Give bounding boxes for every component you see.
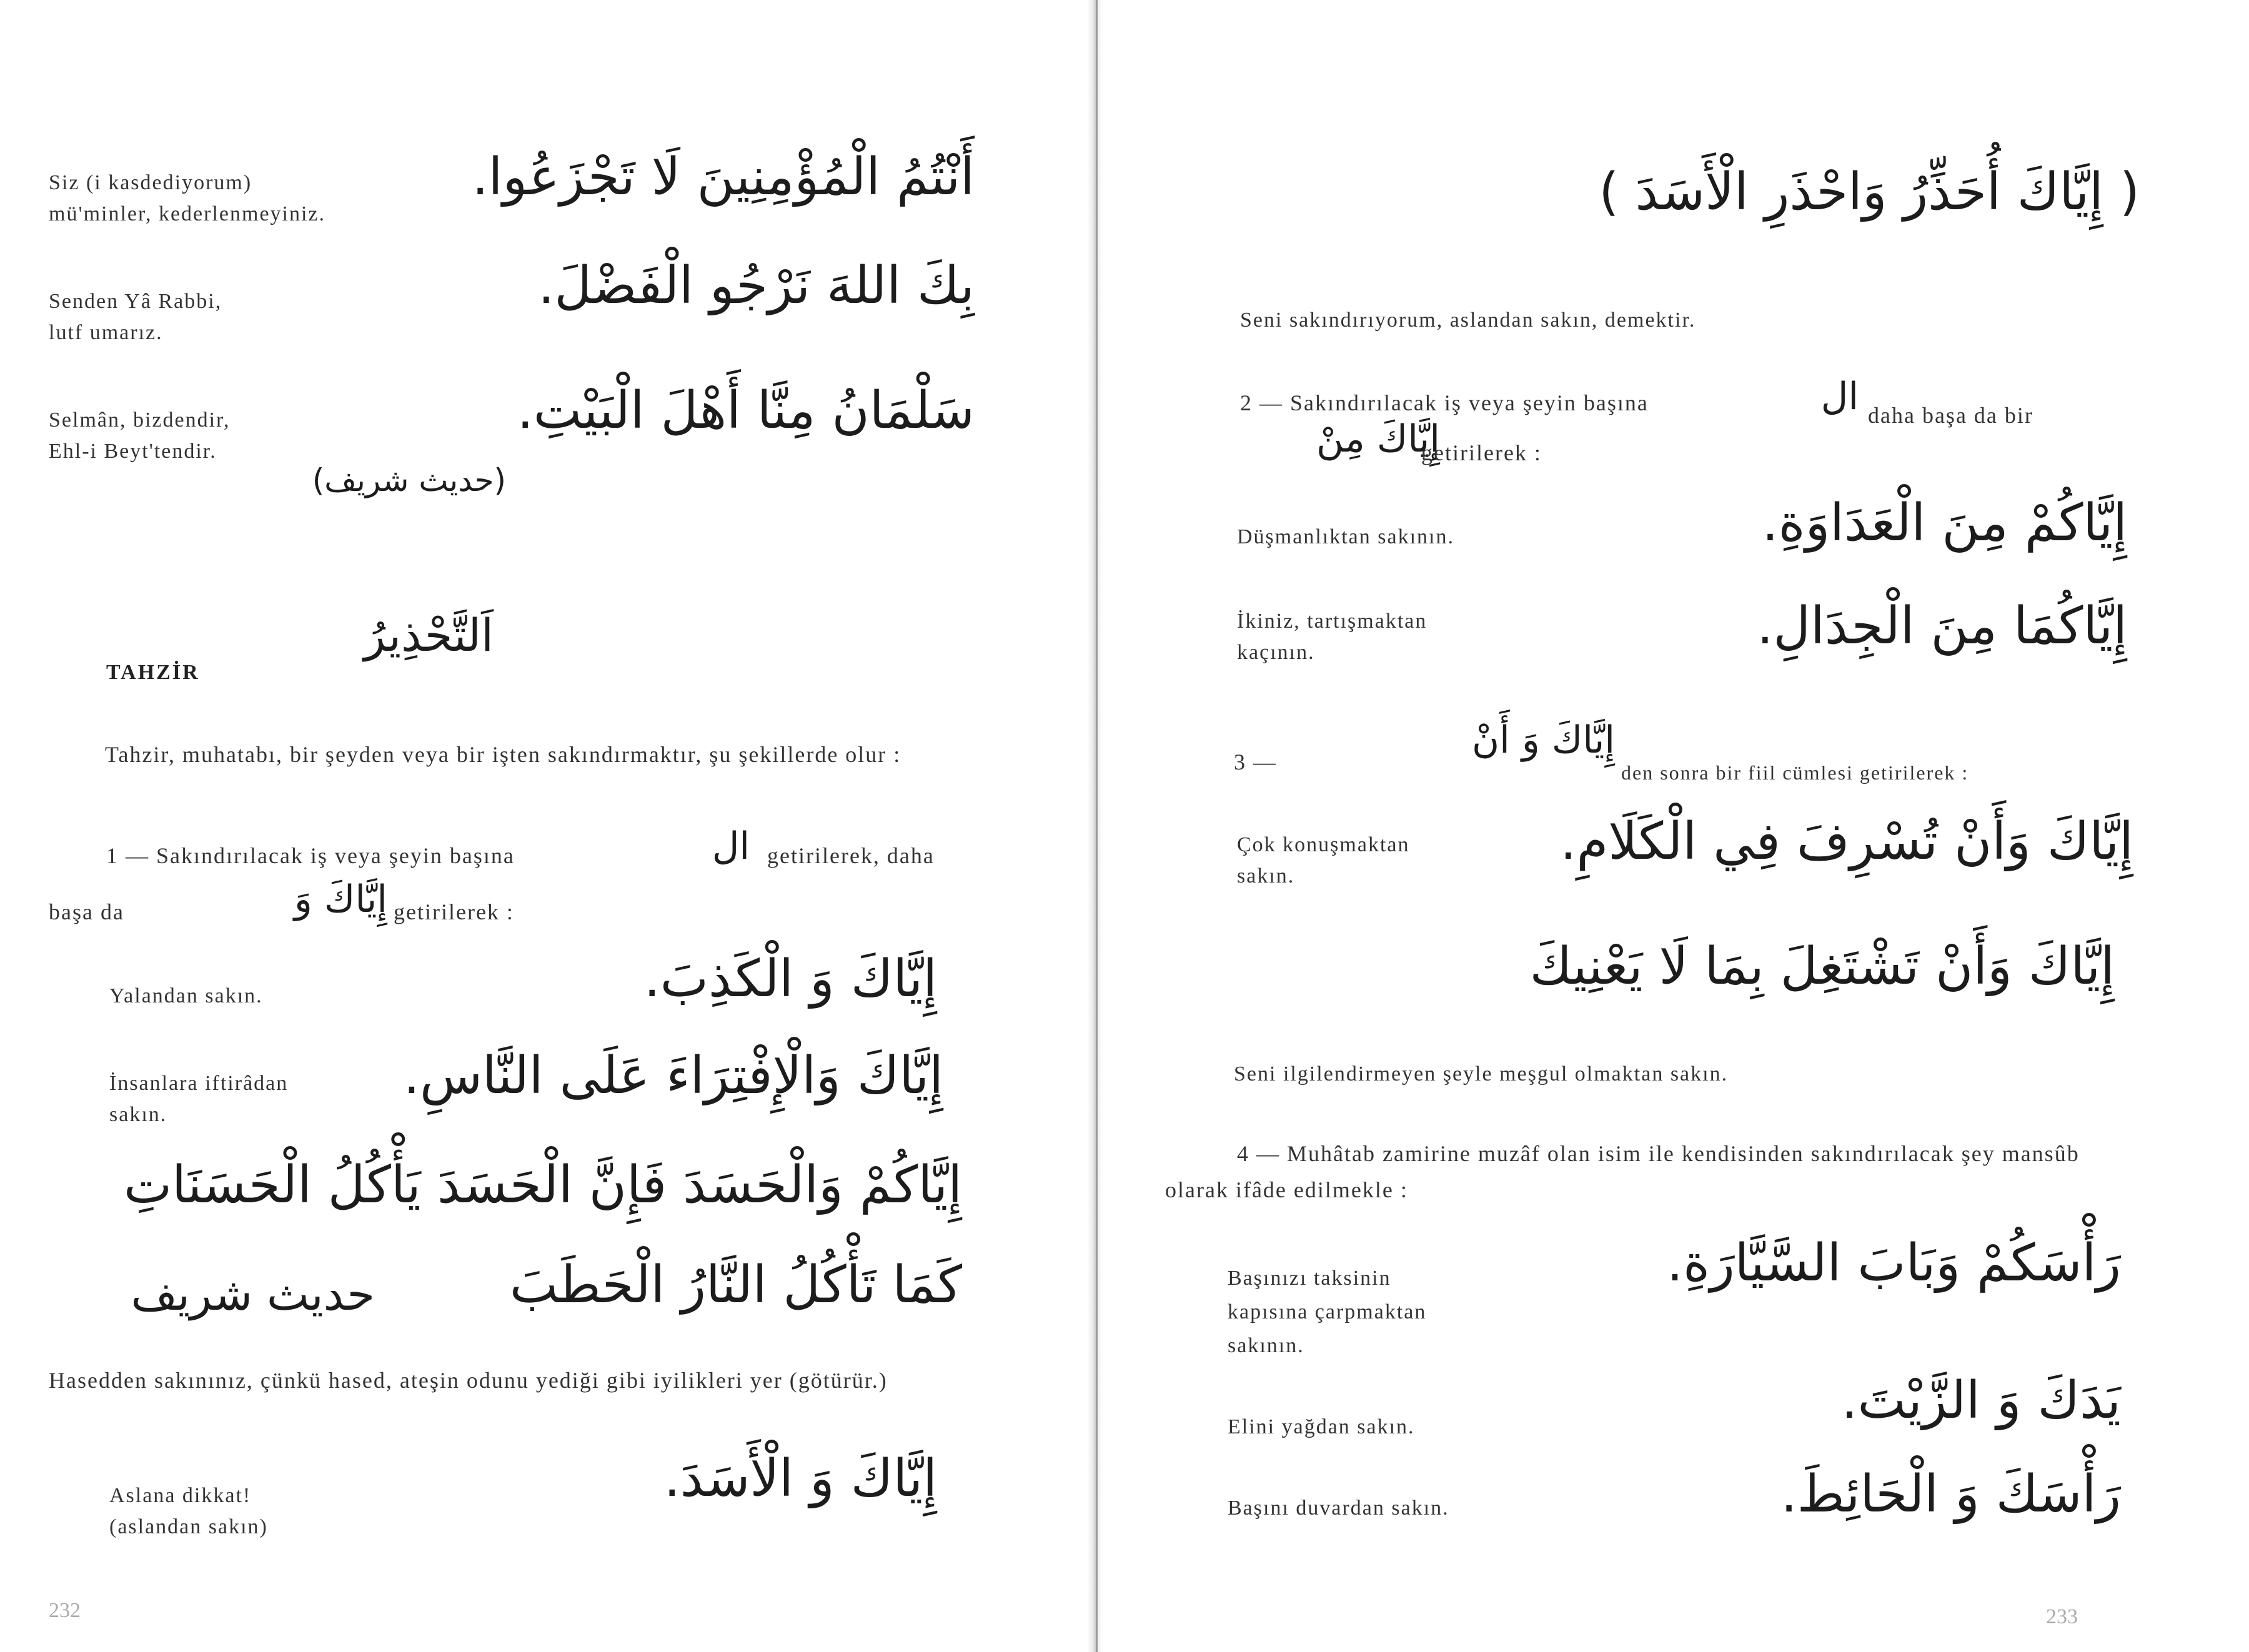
- hadith-line: إِيَّاكُمْ وَالْحَسَدَ فَإِنَّ الْحَسَدَ يَأْكُلُ الْحَسَنَاتِ: [123, 1155, 962, 1215]
- example-translation: Başınızı taksinin kapısına çarpmaktan sakının.: [1228, 1267, 1427, 1357]
- section-heading: TAHZİR: [106, 661, 200, 684]
- section-heading-arabic: اَلتَّحْذِيرُ: [364, 609, 494, 661]
- arabic-example: رَأْسَكُمْ وَبَابَ السَّيَّارَةِ.: [1667, 1234, 2121, 1293]
- point-2-text: daha başa da bir: [1868, 403, 2033, 428]
- iyyaka-wa-an: إِيَّاكَ وَ أَنْ: [1472, 718, 1615, 762]
- point-3-text: den sonra bir fiil cümlesi getirilerek :: [1621, 761, 1969, 784]
- iyyaka-min: إِيَّاكَ مِنْ: [1316, 417, 1440, 461]
- example-translation: Çok konuşmaktan sakın.: [1237, 833, 1410, 888]
- page-number: 233: [2046, 1605, 2078, 1628]
- arabic-example: رَأْسَكَ وَ الْحَائِطَ.: [1780, 1465, 2121, 1524]
- arabic-example: إِيَّاكَ وَالْإِفْتِرَاءَ عَلَى النَّاسِ.: [403, 1046, 943, 1105]
- arabic-example: إِيَّاكَ وَأَنْ تُسْرِفَ فِي الْكَلَامِ.: [1560, 812, 2133, 871]
- arabic-example: سَلْمَانُ مِنَّا أَهْلَ الْبَيْتِ.: [517, 381, 975, 440]
- arabic-example: إِيَّاكُمْ مِنَ الْعَدَاوَةِ.: [1762, 493, 2127, 553]
- left-page: [0, 0, 1090, 1652]
- example-translation: İnsanlara iftirâdan sakın.: [109, 1072, 289, 1126]
- arabic-example: إِيَّاكَ وَ الْكَذِبَ.: [643, 949, 937, 1009]
- example-translation: Senden Yâ Rabbi, lutf umarız.: [49, 290, 222, 344]
- gutter-line: [1096, 0, 1098, 1652]
- example-translation: Siz (i kasdediyorum) mü'minler, kederlenmeyiniz.: [49, 171, 326, 225]
- example-translation: Yalandan sakın.: [109, 984, 263, 1007]
- arabic-example: إِيَّاكَ وَ الْأَسَدَ.: [663, 1449, 937, 1508]
- point-1-text: başa da: [49, 899, 124, 924]
- point-2-text: 2 — Sakındırılacak iş veya şeyin başına: [1240, 390, 1649, 415]
- arabic-example: إِيَّاكَ وَأَنْ تَشْتَغِلَ بِمَا لَا يَعْنِيكَ: [1529, 937, 2115, 996]
- arabic-example: ( إِيَّاكَ أُحَذِّرُ وَاحْذَرِ الْأَسَدَ ): [1599, 162, 2140, 222]
- example-translation: Selmân, bizdendir, Ehl-i Beyt'tendir.: [49, 408, 231, 463]
- hadith-note: حديث شريف: [131, 1268, 375, 1320]
- example-translation: İkiniz, tartışmaktan kaçının.: [1237, 610, 1427, 664]
- example-translation: Seni ilgilendirmeyen şeyle meşgul olmaktan sakın.: [1234, 1062, 1729, 1086]
- point-1-text: getirilerek :: [394, 899, 514, 924]
- point-1-text: 1 — Sakındırılacak iş veya şeyin başına: [106, 843, 515, 868]
- example-translation: Başını duvardan sakın.: [1228, 1496, 1449, 1520]
- arabic-example: إِيَّاكُمَا مِنَ الْجِدَالِ.: [1757, 596, 2127, 656]
- arabic-example: يَدَكَ وَ الزَّيْتَ.: [1841, 1371, 2121, 1430]
- page-number: 232: [49, 1599, 81, 1622]
- point-2-text: getirilerek :: [1421, 440, 1542, 465]
- example-translation: Aslana dikkat! (aslandan sakın): [109, 1484, 268, 1538]
- iyyaka-wa: إِيَّاكَ وَ: [294, 878, 387, 921]
- intro-paragraph: Tahzir, muhatabı, bir şeyden veya bir işten sakındırmaktır, şu şekillerde olur :: [105, 742, 901, 767]
- hadith-note: (حديث شريف): [312, 462, 506, 498]
- arabic-example: أَنْتُمُ الْمُؤْمِنِينَ لَا تَجْزَعُوا.: [472, 147, 975, 207]
- arabic-example: بِكَ اللهَ نَرْجُو الْفَضْلَ.: [538, 256, 975, 315]
- example-translation: Seni sakındırıyorum, aslandan sakın, demektir.: [1240, 309, 1696, 332]
- point-1-text: getirilerek, daha: [767, 843, 935, 868]
- hased-paragraph: Hasedden sakınınız, çünkü hased, ateşin odunu yediği gibi iyilikleri yer (götürür.): [49, 1368, 888, 1393]
- hadith-line: كَمَا تَأْكُلُ النَّارُ الْحَطَبَ: [509, 1255, 962, 1315]
- al-prefix: ال: [1820, 375, 1859, 418]
- point-3-text: 3 —: [1234, 749, 1277, 774]
- example-translation: Düşmanlıktan sakının.: [1237, 525, 1454, 548]
- example-translation: Elini yağdan sakın.: [1228, 1415, 1415, 1438]
- right-page: [1103, 0, 2249, 1652]
- point-4-paragraph: 4 — Muhâtab zamirine muzâf olan isim ile kendisinden sakındırılacak şey mansûb olarak ifâde edilmekle :: [1165, 1141, 2080, 1202]
- al-prefix: ال: [712, 824, 750, 868]
